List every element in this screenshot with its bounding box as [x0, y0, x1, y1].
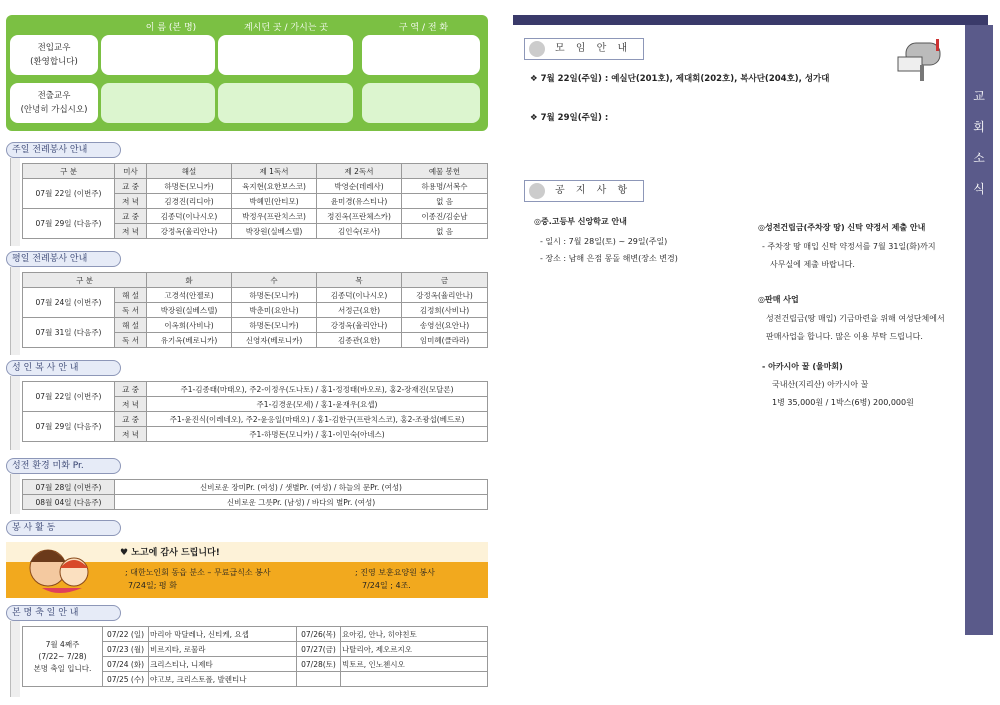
- cell: 김종덕(이나시오): [147, 209, 232, 224]
- side-char: 식: [973, 182, 985, 196]
- volunteer-a-sub: 7/24일; 평 화: [128, 581, 177, 590]
- cell: 강정옥(율리안나): [147, 224, 232, 239]
- cell: 이종진/김순남: [402, 209, 488, 224]
- incoming-name-cell: [101, 35, 215, 75]
- cell: 하명돈(모니카): [147, 179, 232, 194]
- notice-4-line-b: 1병 35,000원 / 1박스(6병) 200,000원: [772, 398, 914, 407]
- meeting-line-2: ❖ 7월 29일(주일) :: [530, 113, 609, 123]
- volunteer-a-title: ; 대한노인회 동읍 분소 – 무료급식소 봉사: [125, 568, 271, 577]
- mass-cell: 저 녁: [115, 397, 147, 412]
- notice-1-title: ◎중.고등부 신앙학교 안내: [534, 217, 627, 226]
- cell: 없 음: [402, 194, 488, 209]
- cell: 주1-하명돈(모니카) / 홍1-이민숙(아네스): [147, 427, 488, 442]
- role-cell: 독 서: [115, 333, 147, 348]
- cell: 박춘미(요안나): [232, 303, 317, 318]
- header-name: 이 름 (본 명): [145, 23, 197, 33]
- weekday-liturgy-title: 평일 전례봉사 안내: [6, 251, 121, 267]
- sunday-liturgy-title: 주일 전례봉사 안내: [6, 142, 121, 158]
- outgoing-name-cell: [101, 83, 215, 123]
- date-cell: 07/23 (월): [103, 642, 149, 657]
- col-header: 미사: [115, 164, 147, 179]
- notice-title: [524, 180, 644, 202]
- cell: 없 음: [402, 224, 488, 239]
- mailbox-icon: [888, 35, 948, 83]
- saints-cell: 요아킴, 안나, 히야친토: [341, 627, 488, 642]
- col-header: 목: [317, 273, 402, 288]
- col-header: 화: [147, 273, 232, 288]
- date-cell: 07월 31일 (다음주): [23, 318, 115, 348]
- col-header: 해설: [147, 164, 232, 179]
- table-row: [23, 627, 488, 642]
- cell: 박장원(실베스텔): [147, 303, 232, 318]
- side-char: 교: [973, 89, 985, 103]
- mass-cell: 교 중: [115, 382, 147, 397]
- table-row: [23, 209, 488, 224]
- notice-2-title: ◎성전건립금(주차장 땅) 신탁 약정서 제출 안내: [758, 223, 926, 232]
- cell: 김정희(사비나): [402, 303, 488, 318]
- person-icon: [529, 41, 545, 57]
- saints-cell: [341, 672, 488, 687]
- saints-cell: 나탈리아, 제오르지오: [341, 642, 488, 657]
- table-row: [23, 412, 488, 427]
- notice-3-title: ◎판매 사업: [758, 295, 799, 304]
- col-header: 제 1독서: [232, 164, 317, 179]
- notice-1-line-a: - 일시 : 7월 28일(토) ~ 29일(주일): [540, 237, 668, 246]
- cell: 김인숙(로사): [317, 224, 402, 239]
- date-cell: 07월 22일 (이번주): [23, 382, 115, 412]
- notice-4-line-a: 국내산(지리산) 아카시아 꿀: [772, 380, 869, 389]
- meeting-title-text: 모 임 안 내: [555, 43, 632, 54]
- table-row: [23, 318, 488, 333]
- cell: 하명돈(모니카): [232, 288, 317, 303]
- cell: 주1-김종태(마태오), 주2-이정우(도나토) / 홍1-정정태(바오로), 홍2-장재진(모달론): [147, 382, 488, 397]
- col-header: 예물 봉헌: [402, 164, 488, 179]
- header-place: 계시던 곳 / 가시는 곳: [243, 23, 329, 33]
- section-bar: [10, 158, 20, 246]
- side-char: 소: [973, 151, 985, 165]
- section-bar: [10, 376, 20, 450]
- cell: 김경진(리디아): [147, 194, 232, 209]
- date-cell: 07/26(목): [297, 627, 341, 642]
- date-cell: 07/25 (수): [103, 672, 149, 687]
- saints-cell: 크리스티나, 니제타: [149, 657, 297, 672]
- mass-cell: 저 녁: [115, 427, 147, 442]
- section-bar: [10, 621, 20, 697]
- table-row: [23, 288, 488, 303]
- side-char: 회: [973, 120, 985, 134]
- saints-cell: 빅토르, 인노첸시오: [341, 657, 488, 672]
- date-cell: 07/24 (화): [103, 657, 149, 672]
- pr-title: 성전 환경 미화 Pr.: [6, 458, 121, 474]
- role-cell: 해 설: [115, 318, 147, 333]
- col-header: 수: [232, 273, 317, 288]
- cell: 고경석(안젤로): [147, 288, 232, 303]
- notice-2-line-b: 사무실에 제출 바랍니다.: [770, 260, 855, 269]
- col-header: 구 분: [23, 164, 115, 179]
- col-header: 금: [402, 273, 488, 288]
- cell: 이옥희(사비나): [147, 318, 232, 333]
- cell: 박정우(프란치스코): [232, 209, 317, 224]
- cell: 김종덕(이나시오): [317, 288, 402, 303]
- volunteer-title: 봉 사 활 동: [6, 520, 121, 536]
- welcome-box: [6, 15, 488, 131]
- cell: 박혜민(안티모): [232, 194, 317, 209]
- mass-cell: 교 중: [115, 209, 147, 224]
- notice-2-line-a: - 주차장 땅 매입 신탁 약정서를 7월 31일(화)까지: [762, 242, 936, 251]
- incoming-area-cell: [362, 35, 480, 75]
- date-cell: 07/27(금): [297, 642, 341, 657]
- volunteer-b-title: ; 진영 보훈요양원 봉사: [355, 568, 435, 577]
- notice-4-title: - 아카시아 꿀 (울마회): [762, 362, 843, 371]
- cell: 정진옥(프란체스카): [317, 209, 402, 224]
- outgoing-label: 전출교우 (안녕히 가십시오): [10, 83, 98, 123]
- meeting-title: [524, 38, 644, 60]
- cell: 신비로운 장미Pr. (여성) / 샛별Pr. (여성) / 하늘의 문Pr. (여성): [115, 480, 488, 495]
- date-cell: 08월 04일 (다음주): [23, 495, 115, 510]
- date-cell: 07/28(토): [297, 657, 341, 672]
- cell: 주1-윤진식(이레네오), 주2-윤응일(마태오) / 홍1-김한구(프란치스코), 홍2-조광섭(베드로): [147, 412, 488, 427]
- role-cell: 해 설: [115, 288, 147, 303]
- date-cell: 07월 29일 (다음주): [23, 209, 115, 239]
- saints-cell: 비르지타, 로물라: [149, 642, 297, 657]
- feast-title: 본 명 축 일 안 내: [6, 605, 121, 621]
- altar-server-title: 성 인 복 사 안 내: [6, 360, 121, 376]
- date-cell: 07월 22일 (이번주): [23, 179, 115, 209]
- mass-cell: 교 중: [115, 179, 147, 194]
- incoming-label: 전입교우 (환영합니다): [10, 35, 98, 75]
- date-cell: [297, 672, 341, 687]
- mass-cell: 교 중: [115, 412, 147, 427]
- cell: 윤미경(유스티나): [317, 194, 402, 209]
- feast-table: [22, 626, 488, 687]
- header-area: 구 역 / 전 화: [398, 23, 449, 33]
- cell: 강정옥(율리안나): [402, 288, 488, 303]
- volunteer-illustration: [22, 538, 96, 602]
- altar-server-table: [22, 381, 488, 442]
- cell: 박영순(데레사): [317, 179, 402, 194]
- week-cell: 7월 4째주 (7/22~ 7/28) 본명 축일 입니다.: [23, 627, 103, 687]
- notice-3-line-b: 판매사업을 합니다. 많은 이용 부탁 드립니다.: [766, 332, 923, 341]
- table-row: [23, 480, 488, 495]
- cell: 김종관(요한): [317, 333, 402, 348]
- cell: 박장원(실베스텔): [232, 224, 317, 239]
- incoming-place-cell: [218, 35, 353, 75]
- notice-1-line-b: - 장소 : 남해 은점 몽돌 해변(장소 변경): [540, 254, 678, 263]
- table-row: [23, 382, 488, 397]
- cell: 강정옥(율리안나): [317, 318, 402, 333]
- right-header-bar: [513, 15, 988, 25]
- outgoing-place-cell: [218, 83, 353, 123]
- notice-3-line-a: 성전건립금(땅 매입) 기금마련을 위해 여성단체에서: [766, 314, 945, 323]
- role-cell: 독 서: [115, 303, 147, 318]
- meeting-line-1: ❖ 7월 22일(주일) : 예실단(201호), 제대회(202호), 복사단(204호), 성가대: [530, 74, 830, 84]
- cell: 신비로운 그릇Pr. (남성) / 바다의 별Pr. (여성): [115, 495, 488, 510]
- date-cell: 07월 24일 (이번주): [23, 288, 115, 318]
- notice-title-text: 공 지 사 항: [555, 185, 632, 196]
- cell: 하명돈(모니카): [232, 318, 317, 333]
- thanks-text: ♥ 노고에 감사 드립니다!: [120, 548, 220, 558]
- col-header: 제 2독서: [317, 164, 402, 179]
- mass-cell: 저 녁: [115, 194, 147, 209]
- section-bar: [10, 474, 20, 514]
- outgoing-area-cell: [362, 83, 480, 123]
- mass-cell: 저 녁: [115, 224, 147, 239]
- saints-cell: 야고보, 크리스토폴, 발렌티나: [149, 672, 297, 687]
- person-icon: [529, 183, 545, 199]
- cell: 서정근(요한): [317, 303, 402, 318]
- cell: 임미혜(클라라): [402, 333, 488, 348]
- sunday-liturgy-table: [22, 163, 488, 239]
- pr-table: [22, 479, 488, 510]
- date-cell: 07월 28일 (이번주): [23, 480, 115, 495]
- cell: 송영선(요안나): [402, 318, 488, 333]
- table-row: [23, 495, 488, 510]
- cell: 하용명/서복수: [402, 179, 488, 194]
- cell: 유기옥(베로니카): [147, 333, 232, 348]
- date-cell: 07/22 (일): [103, 627, 149, 642]
- weekday-liturgy-table: [22, 272, 488, 348]
- cell: 주1-김경운(모세) / 홍1-윤재우(요셉): [147, 397, 488, 412]
- col-header: 구 분: [23, 273, 147, 288]
- section-bar: [10, 267, 20, 355]
- date-cell: 07월 29일 (다음주): [23, 412, 115, 442]
- volunteer-b-sub: 7/24일 ; 4조.: [362, 581, 411, 590]
- cell: 육지현(요한보스코): [232, 179, 317, 194]
- table-row: [23, 179, 488, 194]
- church-news-sidebar: [965, 25, 993, 635]
- cell: 신영자(베로니카): [232, 333, 317, 348]
- saints-cell: 마리아 막달레나, 신티케, 요셉: [149, 627, 297, 642]
